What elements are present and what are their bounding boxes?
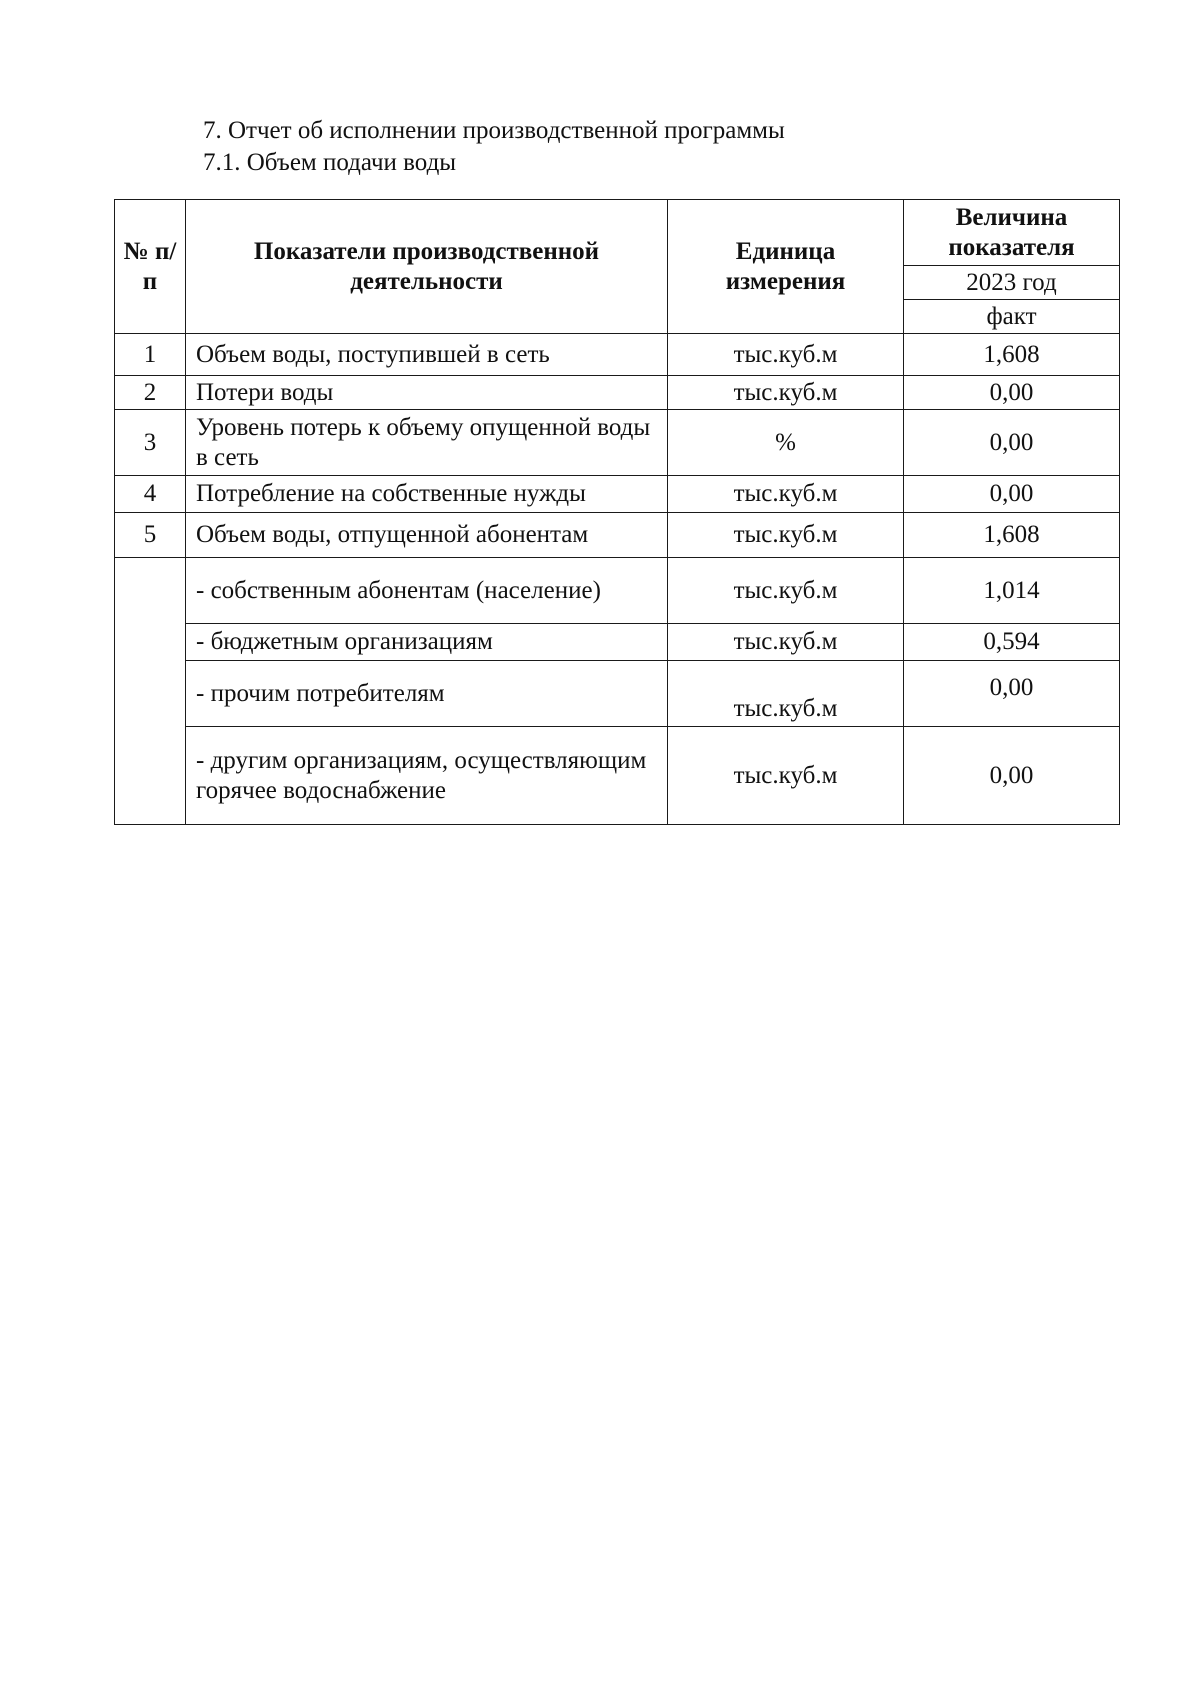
table-row <box>115 476 1120 513</box>
header-value: Величина показателя <box>904 200 1120 266</box>
subrow-value: 0,594 <box>904 624 1120 661</box>
table-row <box>115 410 1120 476</box>
subrow-value: 0,00 <box>904 661 1120 727</box>
subrow-value: 0,00 <box>904 727 1120 825</box>
header-unit: Единица измерения <box>668 200 904 334</box>
row-unit: % <box>668 410 904 476</box>
table-subrow <box>115 624 1120 661</box>
row-indicator: Уровень потерь к объему опущенной воды в сеть <box>186 410 668 476</box>
row-unit: тыс.куб.м <box>668 376 904 410</box>
row-indicator: Объем воды, поступившей в сеть <box>186 334 668 376</box>
row-num: 2 <box>115 376 186 410</box>
table-row <box>115 376 1120 410</box>
row-num: 1 <box>115 334 186 376</box>
subrow-indicator: - другим организациям, осуществляющим горячее водоснабжение <box>186 727 668 825</box>
row-indicator: Потери воды <box>186 376 668 410</box>
row-unit: тыс.куб.м <box>668 513 904 558</box>
row-value: 1,608 <box>904 334 1120 376</box>
row-value: 0,00 <box>904 376 1120 410</box>
header-fact: факт <box>904 300 1120 334</box>
row-value: 0,00 <box>904 476 1120 513</box>
row-num: 4 <box>115 476 186 513</box>
row-value: 1,608 <box>904 513 1120 558</box>
header-indicator: Показатели производственной деятельности <box>186 200 668 334</box>
subrow-unit: тыс.куб.м <box>668 661 904 727</box>
table-row <box>115 334 1120 376</box>
row-unit: тыс.куб.м <box>668 476 904 513</box>
section-title: 7. Отчет об исполнении производственной программы <box>203 117 785 144</box>
subrow-value: 1,014 <box>904 558 1120 624</box>
row-unit: тыс.куб.м <box>668 334 904 376</box>
subrow-unit: тыс.куб.м <box>668 624 904 661</box>
header-year: 2023 год <box>904 266 1120 300</box>
subrow-indicator: - прочим потребителям <box>186 661 668 727</box>
water-supply-table <box>114 199 1120 825</box>
table-subrow <box>115 558 1120 624</box>
row-num-empty <box>115 558 186 825</box>
subsection-title: 7.1. Объем подачи воды <box>203 149 457 176</box>
subrow-indicator: - собственным абонентам (население) <box>186 558 668 624</box>
table-subrow <box>115 661 1120 727</box>
table-header-row <box>115 200 1120 266</box>
table-row <box>115 513 1120 558</box>
subrow-unit: тыс.куб.м <box>668 727 904 825</box>
table-subrow <box>115 727 1120 825</box>
row-indicator: Объем воды, отпущенной абонентам <box>186 513 668 558</box>
row-indicator: Потребление на собственные нужды <box>186 476 668 513</box>
row-num: 5 <box>115 513 186 558</box>
header-num: № п/п <box>115 200 186 334</box>
row-value: 0,00 <box>904 410 1120 476</box>
subrow-unit: тыс.куб.м <box>668 558 904 624</box>
row-num: 3 <box>115 410 186 476</box>
subrow-indicator: - бюджетным организациям <box>186 624 668 661</box>
